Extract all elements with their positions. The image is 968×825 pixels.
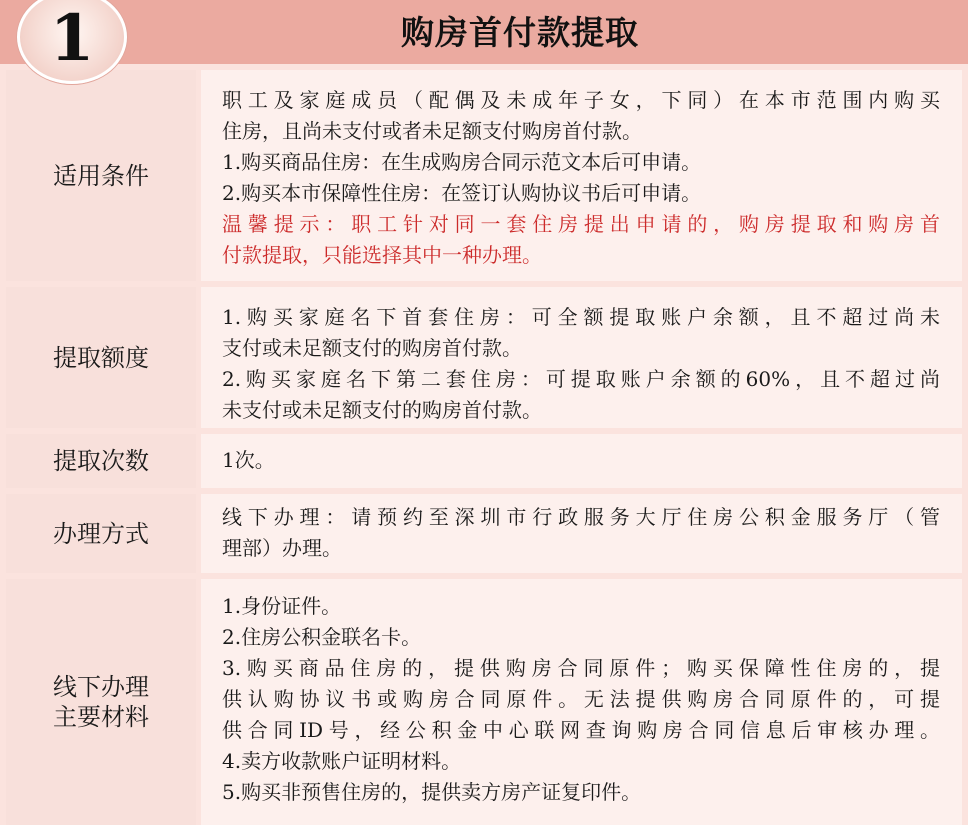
content-line: 1.购买家庭名下首套住房：可全额提取账户余额，且不超过尚未 bbox=[222, 305, 940, 329]
row-label bbox=[6, 494, 196, 573]
content-line: 供合同ID号，经公积金中心联网查询购房合同信息后审核办理。 bbox=[222, 718, 940, 742]
content-line: 理部）办理。 bbox=[222, 536, 342, 560]
row-label bbox=[6, 579, 196, 825]
row-label-text: 主要材料 bbox=[53, 703, 149, 731]
row-content bbox=[201, 70, 962, 281]
content-line: 供认购协议书或购房合同原件。无法提供购房合同原件的，可提 bbox=[222, 687, 940, 711]
table-row-amount bbox=[0, 287, 968, 428]
row-content bbox=[201, 287, 962, 428]
content-line: 2.购买家庭名下第二套住房：可提取账户余额的60%，且不超过尚 bbox=[222, 367, 940, 391]
content-line: 支付或未足额支付的购房首付款。 bbox=[222, 336, 522, 360]
content-line: 2.住房公积金联名卡。 bbox=[222, 625, 422, 649]
table-row-conditions bbox=[0, 70, 968, 281]
row-label-text: 办理方式 bbox=[53, 519, 149, 548]
row-content bbox=[201, 579, 962, 825]
row-label-text: 提取额度 bbox=[53, 343, 149, 372]
row-content bbox=[201, 434, 962, 488]
table-row-materials bbox=[0, 579, 968, 825]
row-label bbox=[6, 287, 196, 428]
row-label-text: 线下办理 bbox=[53, 673, 149, 701]
content-line: 5.购买非预售住房的，提供卖方房产证复印件。 bbox=[222, 780, 642, 804]
content-line: 3.购买商品住房的，提供购房合同原件；购买保障性住房的，提 bbox=[222, 656, 940, 680]
content-line: 职工及家庭成员（配偶及未成年子女，下同）在本市范围内购买 bbox=[222, 88, 940, 112]
warm-tip-line: 付款提取，只能选择其中一种办理。 bbox=[222, 243, 542, 267]
row-label-text: 适用条件 bbox=[53, 161, 149, 190]
table-row-frequency bbox=[0, 434, 968, 488]
content-line: 线下办理：请预约至深圳市行政服务大厅住房公积金服务厅（管 bbox=[222, 505, 940, 529]
section-header bbox=[0, 0, 968, 64]
content-line: 4.卖方收款账户证明材料。 bbox=[222, 749, 462, 773]
row-label bbox=[6, 70, 196, 281]
section-number: 1 bbox=[49, 1, 95, 76]
content-line: 1.身份证件。 bbox=[222, 594, 342, 618]
warm-tip-line: 温馨提示：职工针对同一套住房提出申请的，购房提取和购房首 bbox=[222, 212, 940, 236]
content-line: 未支付或未足额支付的购房首付款。 bbox=[222, 398, 542, 422]
row-label bbox=[6, 434, 196, 488]
section-title: 购房首付款提取 bbox=[401, 13, 639, 52]
table-row-method bbox=[0, 494, 968, 573]
content-line: 1次。 bbox=[222, 448, 275, 472]
content-line: 住房，且尚未支付或者未足额支付购房首付款。 bbox=[222, 119, 642, 143]
content-line: 1.购买商品住房：在生成购房合同示范文本后可申请。 bbox=[222, 150, 702, 174]
row-content bbox=[201, 494, 962, 573]
content-line: 2.购买本市保障性住房：在签订认购协议书后可申请。 bbox=[222, 181, 702, 205]
row-label-text: 提取次数 bbox=[53, 447, 149, 475]
